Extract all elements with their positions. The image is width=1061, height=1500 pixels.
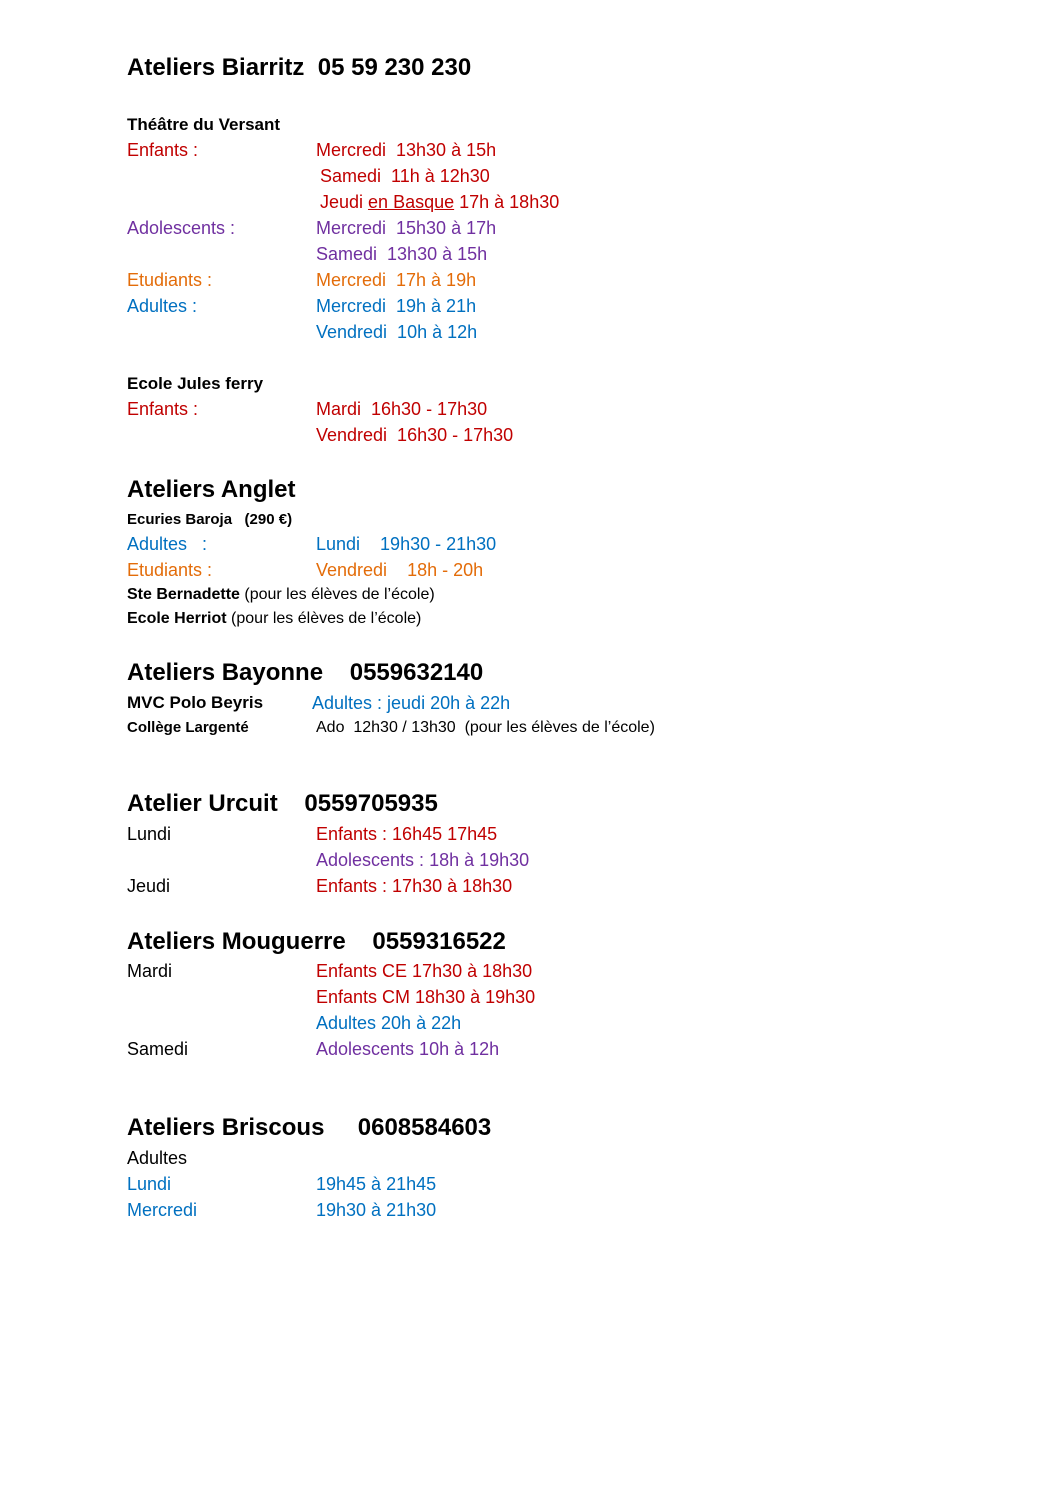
bayonne-venue-college-largente: Collège Largenté <box>127 719 249 736</box>
mouguerre-samedi: Samedi <box>127 1039 189 1059</box>
anglet-adultes-time: Lundi 19h30 - 21h30 <box>316 534 497 554</box>
anglet-etudiants-label: Etudiants : <box>127 560 213 580</box>
urcuit-lundi-ados: Adolescents : 18h à 19h30 <box>316 850 530 870</box>
anglet-venue-baroja: Ecuries Baroja (290 €) <box>127 511 293 528</box>
anglet-etudiants-time: Vendredi 18h - 20h <box>316 560 484 580</box>
biarritz-venue-versant: Théâtre du Versant <box>127 115 281 134</box>
mouguerre-adultes: Adultes 20h à 22h <box>316 1013 462 1033</box>
biarritz-venue-jules-ferry: Ecole Jules ferry <box>127 374 264 393</box>
biarritz-etudiants-time: Mercredi 17h à 19h <box>316 270 477 290</box>
anglet-title: Ateliers Anglet <box>127 476 296 503</box>
anglet-ste-bernadette: Ste Bernadette (pour les élèves de l’école) <box>127 586 435 603</box>
mouguerre-mardi: Mardi <box>127 961 173 981</box>
briscous-title: Ateliers Briscous 0608584603 <box>127 1114 492 1141</box>
mouguerre-ados: Adolescents 10h à 12h <box>316 1039 500 1059</box>
biarritz-ados-label: Adolescents : <box>127 218 236 238</box>
mouguerre-enfants-ce: Enfants CE 17h30 à 18h30 <box>316 961 533 981</box>
briscous-lundi: Lundi <box>127 1174 172 1194</box>
biarritz-enfants2-mardi: Mardi 16h30 - 17h30 <box>316 399 488 419</box>
biarritz-title: Ateliers Biarritz 05 59 230 230 <box>127 54 472 81</box>
biarritz-enfants2-vendredi: Vendredi 16h30 - 17h30 <box>316 425 514 445</box>
biarritz-enfants-label: Enfants : <box>127 140 199 160</box>
bayonne-venue-polo-beyris: MVC Polo Beyris <box>127 693 264 712</box>
anglet-adultes-label: Adultes : <box>127 534 208 554</box>
biarritz-enfants-mercredi: Mercredi 13h30 à 15h <box>316 140 497 160</box>
biarritz-adultes-mercredi: Mercredi 19h à 21h <box>316 296 477 316</box>
urcuit-lundi: Lundi <box>127 824 172 844</box>
bayonne-college-largente-info: Ado 12h30 / 13h30 (pour les élèves de l’école) <box>316 719 655 736</box>
mouguerre-enfants-cm: Enfants CM 18h30 à 19h30 <box>316 987 536 1007</box>
biarritz-ados-samedi: Samedi 13h30 à 15h <box>316 244 488 264</box>
biarritz-adultes-label: Adultes : <box>127 296 198 316</box>
anglet-ecole-herriot: Ecole Herriot (pour les élèves de l’école) <box>127 610 422 627</box>
briscous-mercredi: Mercredi <box>127 1200 198 1220</box>
biarritz-enfants-jeudi: Jeudi en Basque 17h à 18h30 <box>320 192 560 212</box>
biarritz-enfants2-label: Enfants : <box>127 399 199 419</box>
briscous-mercredi-time: 19h30 à 21h30 <box>316 1200 437 1220</box>
briscous-adultes: Adultes <box>127 1148 188 1168</box>
biarritz-etudiants-label: Etudiants : <box>127 270 213 290</box>
bayonne-title: Ateliers Bayonne 0559632140 <box>127 659 484 686</box>
biarritz-adultes-vendredi: Vendredi 10h à 12h <box>316 322 478 342</box>
biarritz-enfants-samedi: Samedi 11h à 12h30 <box>320 166 490 186</box>
urcuit-jeudi: Jeudi <box>127 876 171 896</box>
mouguerre-title: Ateliers Mouguerre 0559316522 <box>127 928 506 955</box>
urcuit-jeudi-enfants: Enfants : 17h30 à 18h30 <box>316 876 513 896</box>
urcuit-lundi-enfants: Enfants : 16h45 17h45 <box>316 824 498 844</box>
urcuit-title: Atelier Urcuit 0559705935 <box>127 790 438 817</box>
biarritz-ados-mercredi: Mercredi 15h30 à 17h <box>316 218 497 238</box>
bayonne-polo-beyris-info: Adultes : jeudi 20h à 22h <box>312 693 511 713</box>
briscous-lundi-time: 19h45 à 21h45 <box>316 1174 437 1194</box>
